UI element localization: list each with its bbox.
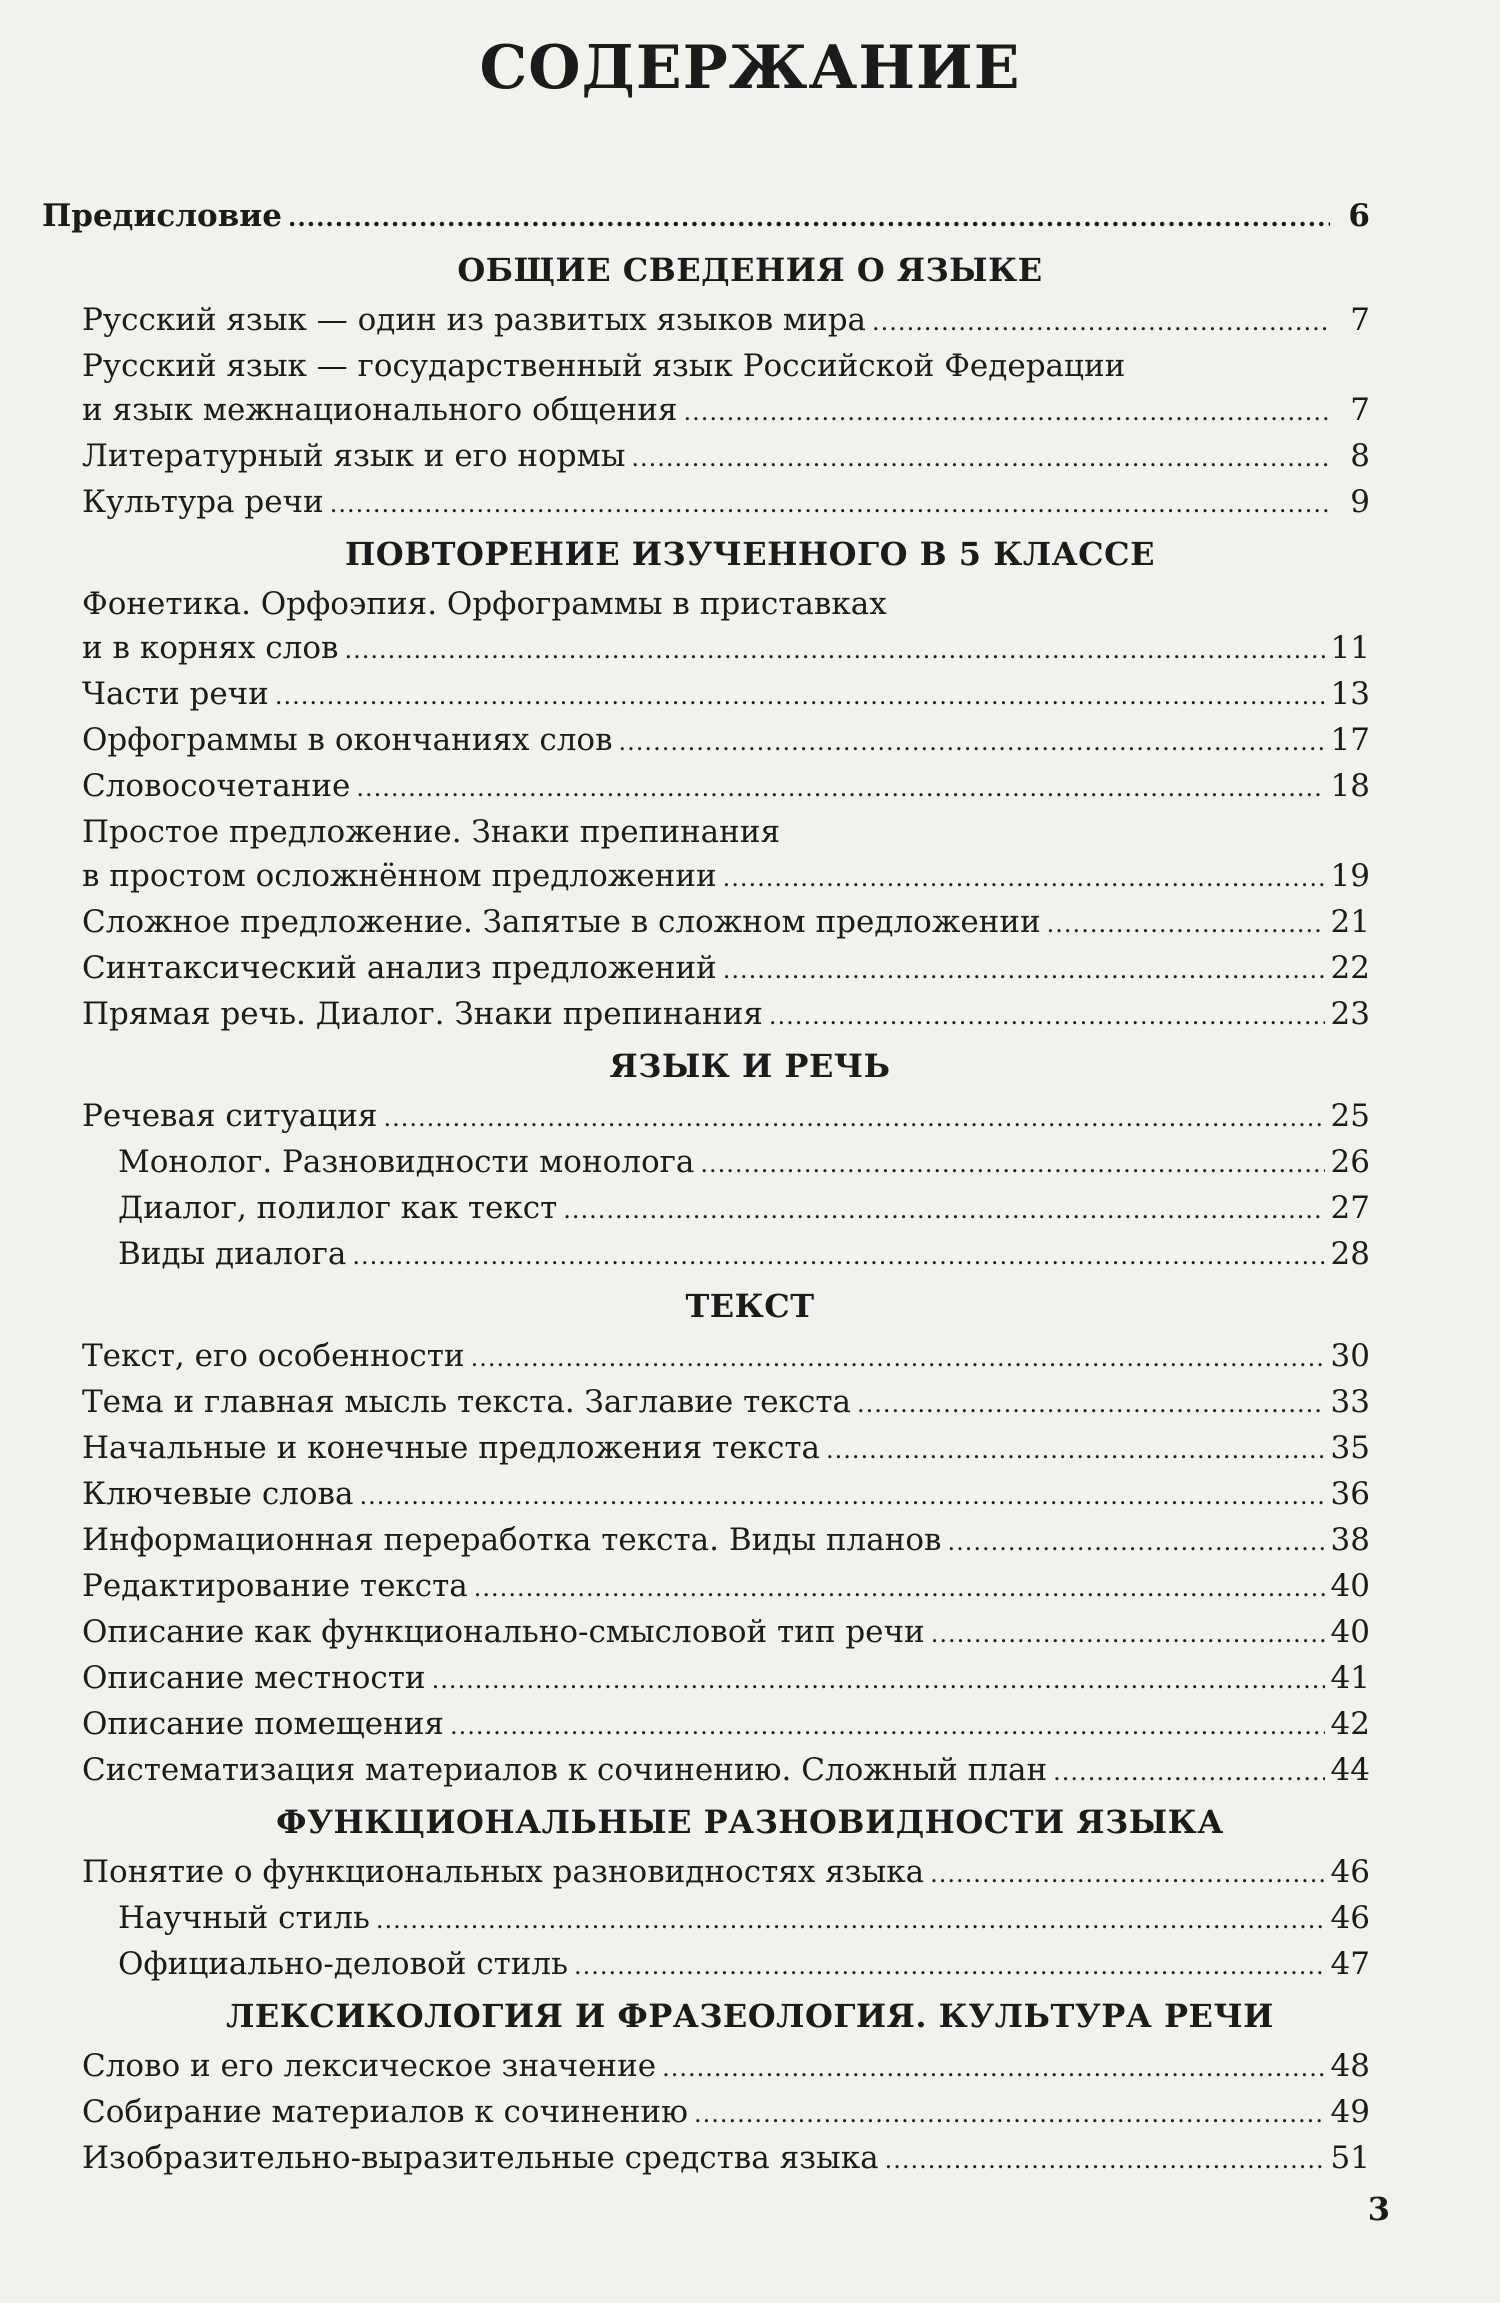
toc-entry-title: Научный стиль — [118, 1900, 370, 1936]
toc-entry-page: 40 — [1330, 1568, 1370, 1604]
section-heading: ФУНКЦИОНАЛЬНЫЕ РАЗНОВИДНОСТИ ЯЗЫКА — [276, 1803, 1224, 1841]
toc-entry-title: Ключевые слова — [82, 1476, 354, 1512]
toc-entry — [118, 1185, 1370, 1231]
toc-entry-page: 44 — [1330, 1752, 1370, 1788]
toc-entry-title: Описание как функционально-смысловой тип речи — [82, 1614, 925, 1650]
toc-entry-page: 30 — [1330, 1338, 1370, 1374]
toc-entry — [82, 1701, 1370, 1747]
toc-entry — [82, 899, 1370, 945]
dot-leader — [857, 1381, 1325, 1427]
dot-leader — [723, 947, 1325, 993]
toc-entry-title: Официально-деловой стиль — [118, 1946, 568, 1982]
toc-entry-page: 38 — [1330, 1522, 1370, 1558]
toc-entry-page: 36 — [1330, 1476, 1370, 1512]
toc-entry — [82, 853, 1370, 899]
toc-entry-page: 21 — [1330, 904, 1370, 940]
toc-entry — [118, 1139, 1370, 1185]
toc-entry-title: и в корнях слов — [82, 630, 339, 666]
toc-entry-page: 33 — [1330, 1384, 1370, 1420]
section-heading: ЯЗЫК И РЕЧЬ — [609, 1047, 891, 1085]
dot-leader — [432, 1657, 1325, 1703]
toc-entry-page: 7 — [1350, 392, 1370, 428]
dot-leader — [885, 2137, 1325, 2183]
toc-entry-title: Собирание материалов к сочинению — [82, 2094, 689, 2130]
toc-entry-title-line: Русский язык — государственный язык Российской Федерации — [82, 348, 1126, 384]
dot-leader — [723, 855, 1325, 901]
dot-leader — [288, 195, 1330, 241]
toc-entry — [82, 387, 1370, 433]
dot-leader — [376, 1897, 1325, 1943]
toc-entry — [118, 1895, 1370, 1941]
toc-entry — [82, 2043, 1370, 2089]
dot-leader — [826, 1427, 1325, 1473]
toc-entry — [82, 671, 1370, 717]
toc-entry — [82, 2089, 1370, 2135]
toc-entry-title: Части речи — [82, 676, 269, 712]
dot-leader — [1047, 901, 1325, 947]
toc-entry — [82, 1517, 1370, 1563]
toc-entry-title: Предисловие — [42, 198, 282, 234]
dot-leader — [344, 627, 1324, 673]
toc-entry-title: Культура речи — [82, 484, 324, 520]
toc-entry-page: 11 — [1330, 630, 1370, 666]
dot-leader — [700, 1141, 1324, 1187]
toc-entry — [82, 1609, 1370, 1655]
toc-entry — [82, 945, 1370, 991]
toc-entry-page: 28 — [1330, 1236, 1370, 1272]
toc-entry — [82, 1333, 1370, 1379]
toc-entry-title: Орфограммы в окончаниях слов — [82, 722, 613, 758]
toc-entry-title: Слово и его лексическое значение — [82, 2048, 657, 2084]
toc-entry — [82, 1093, 1370, 1139]
toc-entry-title: Сложное предложение. Запятые в сложном предложении — [82, 904, 1041, 940]
toc-entry-title: Текст, его особенности — [82, 1338, 465, 1374]
dot-leader — [474, 1565, 1325, 1611]
dot-leader — [930, 1851, 1324, 1897]
toc-entry-page: 48 — [1330, 2048, 1370, 2084]
toc-entry-title: Синтаксический анализ предложений — [82, 950, 717, 986]
toc-entry-page: 18 — [1330, 768, 1370, 804]
dot-leader — [931, 1611, 1325, 1657]
toc-entry-title: в простом осложнённом предложении — [82, 858, 717, 894]
section-heading: ЛЕКСИКОЛОГИЯ И ФРАЗЕОЛОГИЯ. КУЛЬТУРА РЕЧИ — [226, 1997, 1274, 2035]
toc-entry-page: 47 — [1330, 1946, 1370, 1982]
toc-entry-title: Изобразительно-выразительные средства языка — [82, 2140, 879, 2176]
toc-entry — [82, 1471, 1370, 1517]
dot-leader — [352, 1233, 1324, 1279]
dot-leader — [662, 2045, 1324, 2091]
toc-entry-title: Монолог. Разновидности монолога — [118, 1144, 695, 1180]
toc-entry-title: Систематизация материалов к сочинению. Сложный план — [82, 1752, 1048, 1788]
dot-leader — [360, 1473, 1325, 1519]
toc-entry-title-line: Простое предложение. Знаки препинания — [82, 814, 780, 850]
toc-entry-title: Понятие о функциональных разновидностях языка — [82, 1854, 925, 1890]
dot-leader — [471, 1335, 1325, 1381]
toc-entry-page: 26 — [1330, 1144, 1370, 1180]
toc-entry — [82, 763, 1370, 809]
toc-entry — [82, 991, 1370, 1037]
toc-entry-page: 42 — [1330, 1706, 1370, 1742]
dot-leader — [450, 1703, 1325, 1749]
toc-entry-page: 23 — [1330, 996, 1370, 1032]
toc-entry-title: Начальные и конечные предложения текста — [82, 1430, 820, 1466]
dot-leader — [631, 435, 1330, 481]
toc-entry — [82, 625, 1370, 671]
page-title: СОДЕРЖАНИЕ — [479, 33, 1021, 103]
toc-entry-page: 25 — [1330, 1098, 1370, 1134]
toc-entry-title: и язык межнационального общения — [82, 392, 678, 428]
toc-entry — [82, 2135, 1370, 2181]
dot-leader — [563, 1187, 1324, 1233]
toc-entry-title: Русский язык — один из развитых языков мира — [82, 302, 867, 338]
toc-entry-title: Виды диалога — [118, 1236, 347, 1272]
toc-entry — [82, 297, 1370, 343]
toc-entry — [82, 1563, 1370, 1609]
dot-leader — [383, 1095, 1324, 1141]
toc-entry-page: 46 — [1330, 1900, 1370, 1936]
dot-leader — [694, 2091, 1325, 2137]
toc-entry — [118, 1941, 1370, 1987]
toc-entry-page: 22 — [1330, 950, 1370, 986]
toc-entry-title: Описание помещения — [82, 1706, 444, 1742]
dot-leader — [574, 1943, 1325, 1989]
toc-entry-preface — [42, 193, 1370, 239]
toc-entry-page: 9 — [1350, 484, 1370, 520]
dot-leader — [872, 299, 1330, 345]
toc-entry — [82, 1655, 1370, 1701]
dot-leader — [1053, 1749, 1324, 1795]
toc-entry-title: Литературный язык и его нормы — [82, 438, 626, 474]
toc-entry — [82, 1425, 1370, 1471]
dot-leader — [619, 719, 1325, 765]
toc-entry-page: 27 — [1330, 1190, 1370, 1226]
toc-entry-page: 49 — [1330, 2094, 1370, 2130]
toc-entry-page: 51 — [1330, 2140, 1370, 2176]
toc-entry-title: Диалог, полилог как текст — [118, 1190, 558, 1226]
section-heading: ПОВТОРЕНИЕ ИЗУЧЕННОГО В 5 КЛАССЕ — [344, 535, 1155, 573]
toc-entry-title: Словосочетание — [82, 768, 351, 804]
dot-leader — [275, 673, 1325, 719]
toc-entry — [82, 433, 1370, 479]
toc-entry-page: 40 — [1330, 1614, 1370, 1650]
toc-entry-page: 7 — [1350, 302, 1370, 338]
toc-entry-page: 19 — [1330, 858, 1370, 894]
toc-entry-title: Редактирование текста — [82, 1568, 468, 1604]
toc-entry-title-line: Фонетика. Орфоэпия. Орфограммы в приставках — [82, 586, 887, 622]
dot-leader — [683, 389, 1330, 435]
toc-entry — [82, 1849, 1370, 1895]
dot-leader — [356, 765, 1324, 811]
toc-entry — [82, 479, 1370, 525]
section-heading: ТЕКСТ — [685, 1287, 815, 1325]
toc-entry-page: 35 — [1330, 1430, 1370, 1466]
toc-entry — [82, 1379, 1370, 1425]
toc-entry — [82, 717, 1370, 763]
toc-entry-page: 46 — [1330, 1854, 1370, 1890]
toc-entry-title: Прямая речь. Диалог. Знаки препинания — [82, 996, 763, 1032]
dot-leader — [948, 1519, 1325, 1565]
toc-entry-page: 8 — [1350, 438, 1370, 474]
toc-entry-page: 6 — [1348, 198, 1370, 234]
dot-leader — [769, 993, 1325, 1039]
dot-leader — [330, 481, 1330, 527]
toc-entry-page: 13 — [1330, 676, 1370, 712]
toc-entry-title: Тема и главная мысль текста. Заглавие текста — [82, 1384, 851, 1420]
section-heading: ОБЩИЕ СВЕДЕНИЯ О ЯЗЫКЕ — [457, 251, 1043, 289]
page-number: 3 — [1367, 2190, 1390, 2228]
toc-entry-title: Речевая ситуация — [82, 1098, 378, 1134]
toc-entry-title: Описание местности — [82, 1660, 426, 1696]
toc-entry — [118, 1231, 1370, 1277]
toc-entry-page: 17 — [1330, 722, 1370, 758]
toc-entry — [82, 1747, 1370, 1793]
toc-entry-page: 41 — [1330, 1660, 1370, 1696]
toc-entry-title: Информационная переработка текста. Виды планов — [82, 1522, 942, 1558]
